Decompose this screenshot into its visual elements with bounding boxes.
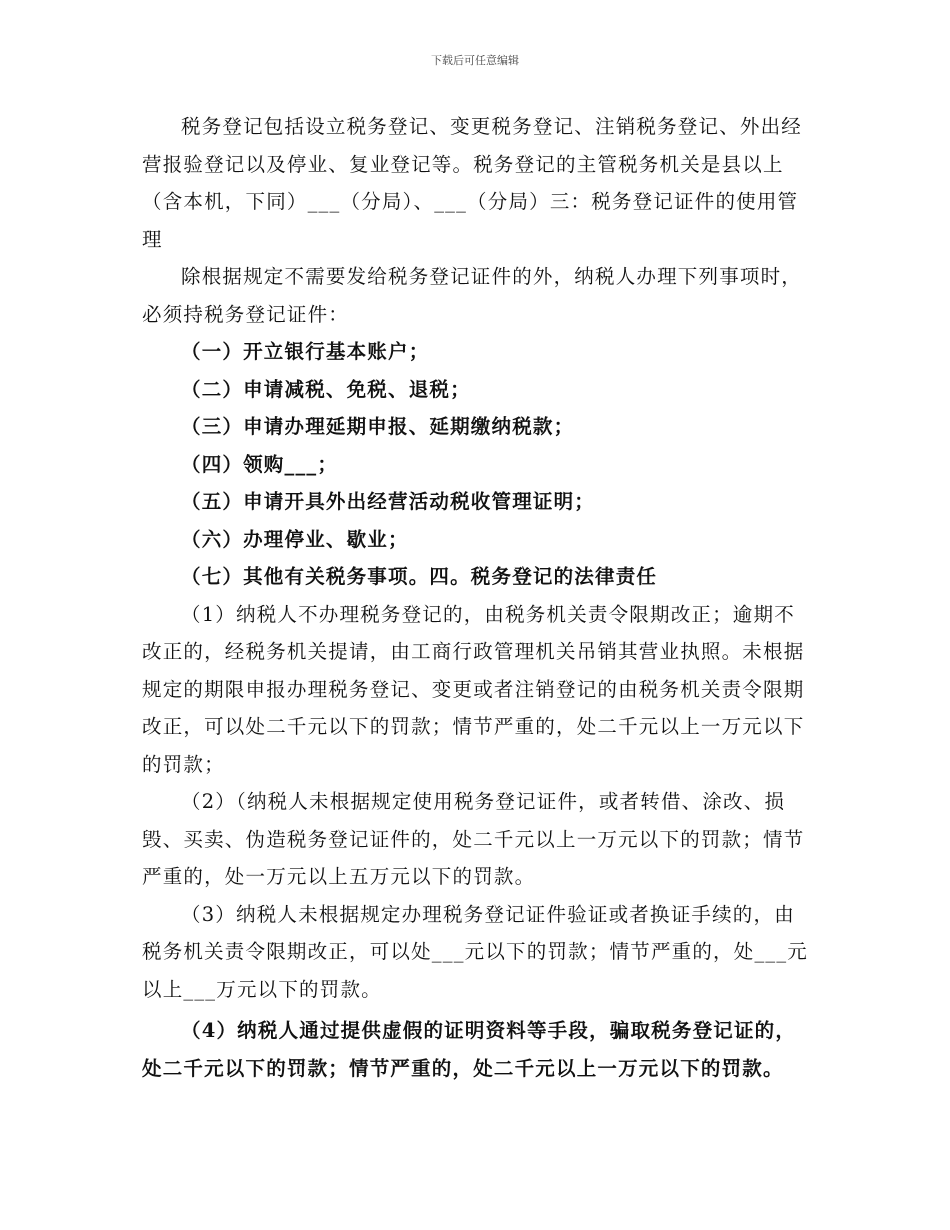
paragraph-liability-3: （3）纳税人未根据规定办理税务登记证件验证或者换证手续的，由税务机关责令限期改正，可以处___元以下的罚款；情节严重的，处___元以上___万元以下的罚款。 xyxy=(142,902,809,1001)
list-item: （四）领购___； xyxy=(181,452,339,476)
list-item: （六）办理停业、歇业； xyxy=(181,527,409,551)
page-header: 下载后可任意编辑 xyxy=(431,54,519,67)
paragraph-liability-2: （2）（纳税人未根据规定使用税务登记证件，或者转借、涂改、损毁、买卖、伪造税务登记证件的，处二千元以上一万元以下的罚款；情节严重的，处一万元以上五万元以下的罚款。 xyxy=(142,790,805,888)
document-body xyxy=(142,108,812,1087)
paragraph-certificate-use: 除根据规定不需要发给税务登记证件的外，纳税人办理下列事项时，必须持税务登记证件： xyxy=(142,265,803,326)
paragraph-registration-types: 税务登记包括设立税务登记、变更税务登记、注销税务登记、外出经营报验登记以及停业、复业登记等。税务登记的主管税务机关是县以上（含本机，下同）___（分局）、___（分局）三：税务登记证件的使用管理 xyxy=(142,115,803,251)
list-item: （五）申请开具外出经营活动税收管理证明； xyxy=(181,490,596,513)
list-item: （二）申请减税、免税、退税； xyxy=(181,377,471,401)
paragraph-liability-1: （1）纳税人不办理税务登记的，由税务机关责令限期改正；逾期不改正的，经税务机关提请，由工商行政管理机关吊销其营业执照。未根据规定的期限申报办理税务登记、变更或者注销登记的由税务机关责令限期改正，可以处二千元以下的罚款；情节严重的，处二千元以上一万元以下的罚款； xyxy=(142,602,805,776)
list-item: （七）其他有关税务事项。四。税务登记的法律责任 xyxy=(181,565,658,588)
list-item: （一）开立银行基本账户； xyxy=(181,340,430,363)
paragraph-liability-4: （4）纳税人通过提供虚假的证明资料等手段，骗取税务登记证的，处二千元以下的罚款；情节严重的，处二千元以上一万元以下的罚款。 xyxy=(142,1019,797,1080)
list-item: （三）申请办理延期申报、延期缴纳税款； xyxy=(181,415,575,438)
